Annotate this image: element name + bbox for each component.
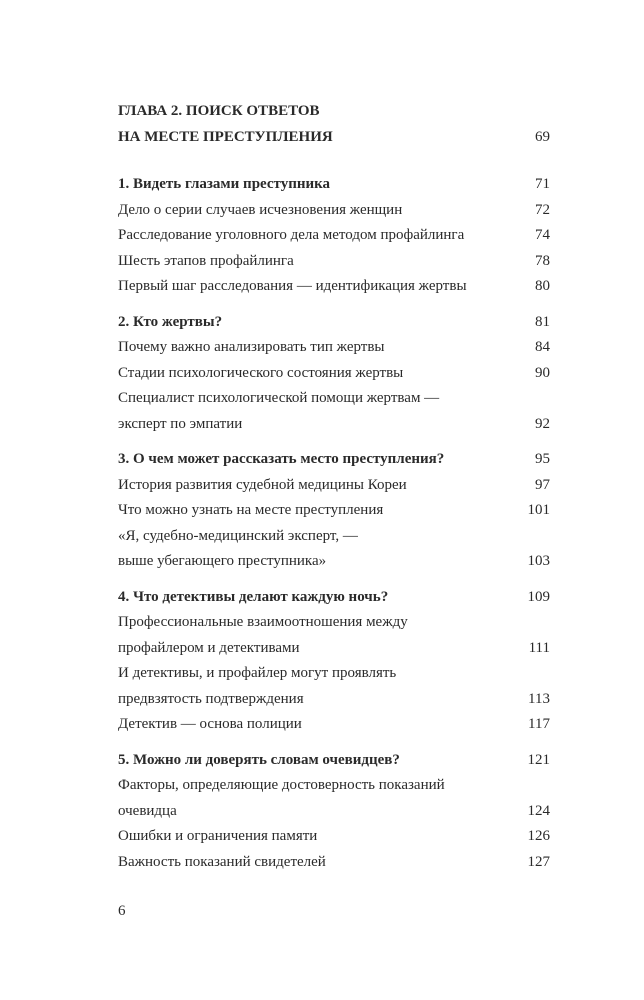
toc-section <box>118 447 550 575</box>
entry-title <box>118 824 522 850</box>
section-page-number: 95 <box>535 451 550 467</box>
entry-title-line: Профессиональные взаимоотношения между <box>118 614 408 630</box>
toc-entry <box>118 223 550 249</box>
toc-section <box>118 748 550 876</box>
chapter-title-line-2: НА МЕСТЕ ПРЕСТУПЛЕНИЯ <box>118 129 333 145</box>
entry-page-number: 127 <box>527 853 550 870</box>
table-of-contents <box>118 98 550 875</box>
toc-entry <box>118 850 550 876</box>
entry-title <box>118 712 522 738</box>
toc-entry <box>118 610 550 661</box>
toc-entry <box>118 661 550 712</box>
entry-title <box>118 850 522 876</box>
entry-title-line: Специалист психологической помощи жертвам — <box>118 390 440 406</box>
toc-entry <box>118 335 550 361</box>
toc-entry <box>118 249 550 275</box>
entry-title-line: профайлером и детективами <box>118 639 300 656</box>
toc-entry <box>118 712 550 738</box>
chapter-title-line-1: ГЛАВА 2. ПОИСК ОТВЕТОВ <box>118 103 320 119</box>
entry-title-line: предвзятость подтверждения <box>118 690 304 707</box>
entry-title <box>118 498 522 524</box>
entry-title-line: Факторы, определяющие достоверность показаний <box>118 777 445 793</box>
entry-title-line: Стадии психологического состояния жертвы <box>118 364 404 381</box>
entry-page-number: 111 <box>528 639 550 656</box>
entry-page-number: 103 <box>527 553 550 569</box>
entry-page-number: 117 <box>528 716 550 732</box>
entry-page-number: 84 <box>535 339 550 355</box>
entry-title-line: Детектив — основа полиции <box>118 716 302 732</box>
entry-title-line: Ошибки и ограничения памяти <box>118 828 318 844</box>
entry-title-line: Расследование уголовного дела методом профайлинга <box>118 227 465 243</box>
section-heading <box>118 748 550 774</box>
entry-page-number: 101 <box>527 502 550 518</box>
entry-title <box>118 249 522 275</box>
entry-title <box>118 473 522 499</box>
entry-title <box>118 773 522 824</box>
section-heading <box>118 447 550 473</box>
section-page-number: 71 <box>535 176 550 192</box>
entry-page-number: 72 <box>535 201 550 218</box>
entry-title <box>118 524 522 575</box>
toc-entry <box>118 824 550 850</box>
chapter-heading <box>118 98 550 150</box>
entry-page-number: 92 <box>535 415 550 432</box>
folio-page-number: 6 <box>118 903 126 919</box>
entry-title-line: эксперт по эмпатии <box>118 415 243 432</box>
section-title: 4. Что детективы делают каждую ночь? <box>118 588 389 605</box>
toc-section <box>118 585 550 738</box>
entry-title <box>118 335 522 361</box>
entry-title <box>118 661 522 712</box>
entry-title <box>118 274 522 300</box>
section-heading <box>118 585 550 611</box>
section-title: 2. Кто жертвы? <box>118 313 223 330</box>
entry-title-line: Шесть этапов профайлинга <box>118 252 294 269</box>
entry-title <box>118 198 522 224</box>
entry-page-number: 124 <box>527 802 550 819</box>
entry-page-number: 126 <box>527 828 550 844</box>
toc-entry <box>118 524 550 575</box>
entry-title-line: Дело о серии случаев исчезновения женщин <box>118 201 403 218</box>
section-title: 5. Можно ли доверять словам очевидцев? <box>118 751 400 768</box>
entry-title-line: выше убегающего преступника» <box>118 553 327 569</box>
entry-page-number: 74 <box>535 227 550 243</box>
entry-title-line: Первый шаг расследования — идентификация жертвы <box>118 278 467 294</box>
entry-page-number: 80 <box>535 278 550 294</box>
toc-entry <box>118 473 550 499</box>
entry-page-number: 97 <box>535 476 550 493</box>
entry-title-line: Почему важно анализировать тип жертвы <box>118 339 385 355</box>
section-title: 3. О чем может рассказать место преступления? <box>118 451 445 467</box>
entry-title-line: «Я, судебно-медицинский эксперт, — <box>118 527 358 544</box>
section-page-number: 81 <box>535 313 550 330</box>
entry-page-number: 78 <box>535 252 550 269</box>
toc-entry <box>118 274 550 300</box>
entry-title <box>118 223 522 249</box>
section-page-number: 109 <box>527 588 550 605</box>
section-title: 1. Видеть глазами преступника <box>118 176 331 192</box>
toc-sections <box>118 172 550 875</box>
chapter-page-number: 69 <box>535 129 550 145</box>
toc-section <box>118 310 550 438</box>
entry-page-number: 90 <box>535 364 550 381</box>
section-page-number: 121 <box>527 751 550 768</box>
entry-title-line: Что можно узнать на месте преступления <box>118 502 384 518</box>
toc-entry <box>118 773 550 824</box>
entry-title-line: очевидца <box>118 802 177 819</box>
entry-title-line: И детективы, и профайлер могут проявлять <box>118 665 397 681</box>
entry-title <box>118 361 522 387</box>
section-heading <box>118 310 550 336</box>
entry-page-number: 113 <box>528 690 550 707</box>
entry-title <box>118 610 522 661</box>
entry-title-line: Важность показаний свидетелей <box>118 853 326 870</box>
toc-entry <box>118 198 550 224</box>
entry-title-line: История развития судебной медицины Кореи <box>118 476 407 493</box>
toc-entry <box>118 361 550 387</box>
toc-section <box>118 172 550 300</box>
toc-entry <box>118 386 550 437</box>
section-heading <box>118 172 550 198</box>
entry-title <box>118 386 522 437</box>
toc-entry <box>118 498 550 524</box>
